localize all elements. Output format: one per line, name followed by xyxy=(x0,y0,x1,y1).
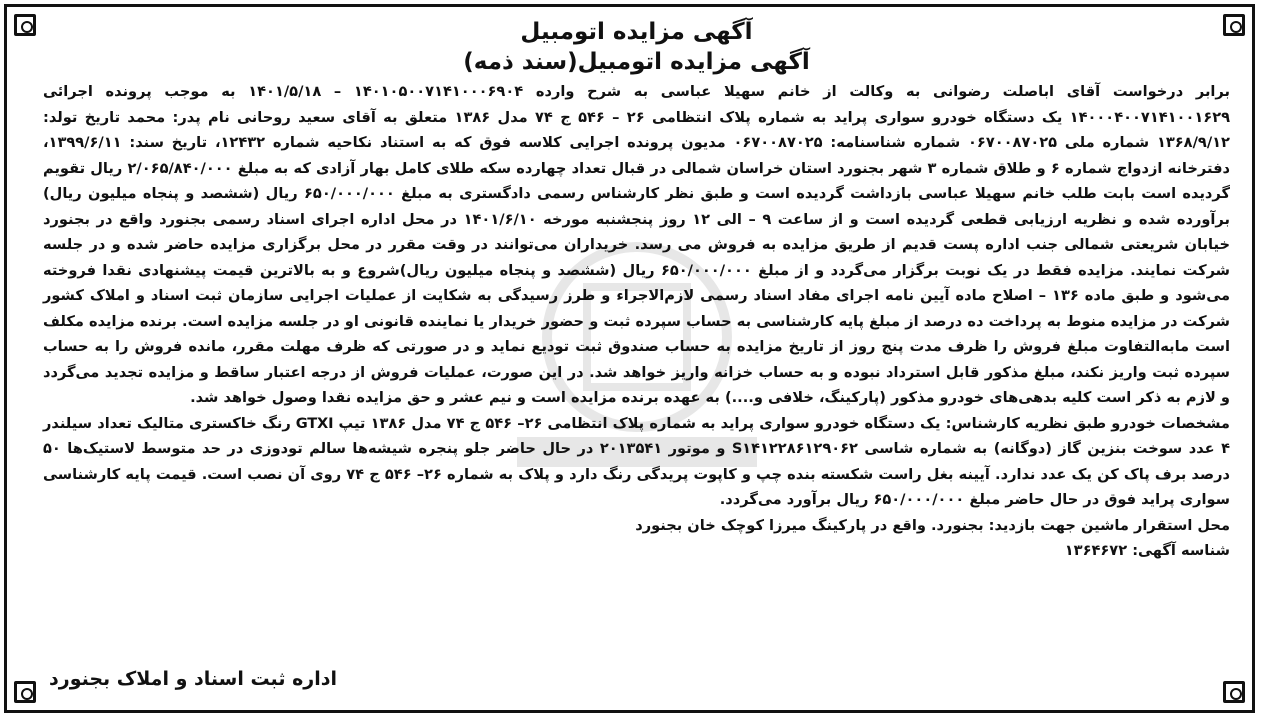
notice-title: آگهی مزایده اتومبیل xyxy=(520,19,753,45)
vehicle-specs-paragraph: مشخصات خودرو طبق نظریه کارشناس: یک دستگاه خودرو سواری پراید به شماره پلاک انتظامی ۲۶– ۵۴۶ ج ۷۴ مدل ۱۳۸۶ تیپ GTXI رنگ خاکستری متالیک تعداد سیلندر ۴ عدد سوخت بنزین گاز (دوگانه) به شماره شاسی S۱۴۱۲۲۸۶۱۲۹۰۶۲ و موتور ۲۰۱۳۵۴۱ در حال حاضر جلو پنجره شیشه‌ها سالم تودوزی در حد متوسط لاستیک‌ها ۵۰ درصد برف پاک کن یک عدد ندارد. آیینه بغل راست شکسته بنده چپ و کاپوت پریدگی رنگ دارد و پلاک به شماره ۲۶– ۵۴۶ ج ۷۴ روی آن نصب است. قیمت پایه کارشناسی سواری پراید فوق در حال حاضر مبلغ ۶۵۰/۰۰۰/۰۰۰ ریال برآورد می‌گردد. xyxy=(43,414,1231,508)
notice-body xyxy=(43,79,1230,564)
notice-id: شناسه آگهی: ۱۳۶۴۶۷۲ xyxy=(1064,542,1230,559)
corner-ornament-icon xyxy=(14,14,36,36)
auction-details-paragraph: برابر درخواست آقای اباصلت رضوانی به وکالت از خانم سهیلا عباسی به شرح وارده ۱۴۰۱۰۵۰۰۷۱۴۱۰۰۰۶۹۰۴ – ۱۴۰۱/۵/۱۸ به موجب پرونده اجرائی ۱۴۰۰۰۴۰۰۷۱۴۱۰۰۱۶۲۹ یک دستگاه خودرو سواری پراید به شماره پلاک انتظامی ۲۶ – ۵۴۶ ج ۷۴ مدل ۱۳۸۶ متعلق به آقای سعید روحانی نام پدر: محمد تاریخ تولد: ۱۳۶۸/۹/۱۲ شماره ملی ۰۶۷۰۰۸۷۰۲۵ شماره شناسنامه: ۰۶۷۰۰۸۷۰۲۵ مدیون پرونده اجرایی کلاسه فوق که به استناد نکاحیه شماره ۱۲۴۳۲، تاریخ سند: ۱۳۹۹/۶/۱۱، دفترخانه ازدواج شماره ۶ و طلاق شماره ۳ شهر بجنورد استان خراسان شمالی در قبال تعداد چهارده سکه طلای کامل بهار آزادی که به مبلغ ۲/۰۶۵/۸۴۰/۰۰۰ ریال تقویم گردیده است بابت طلب خانم سهیلا عباسی بازداشت گردیده است و طبق نظر کارشناس رسمی دادگستری به مبلغ ۶۵۰/۰۰۰/۰۰۰ ریال (ششصد و پنجاه میلیون ریال) برآورده شده و نظریه ارزیابی قطعی گردیده است و از ساعت ۹ – الی ۱۲ روز پنجشنبه مورخه ۱۴۰۱/۶/۱۰ در محل اداره اجرای اسناد رسمی بجنورد واقع در بجنورد خیابان شریعتی شمالی جنب اداره پست قدیم از طریق مزایده به فروش می رسد. خریداران می‌توانند در وقت مقرر در محل برگزاری مزایده حاضر شده و در جلسه شرکت نمایند. مزایده فقط در یک نوبت برگزار می‌گردد و از مبلغ ۶۵۰/۰۰۰/۰۰۰ ریال (ششصد و پنجاه میلیون ریال)شروع و به بالاترین قیمت پیشنهادی نقدا فروخته می‌شود و طبق ماده ۱۳۶ – اصلاح ماده آیین نامه اجرای مفاد اسناد رسمی لازم‌الاجراء و طرز رسیدگی به شکایت از عملیات اجرایی سازمان ثبت اسناد و املاک کشور شرکت در مزایده منوط به پرداخت ده درصد از مبلغ پایه کارشناسی به حساب سپرده ثبت و حضور خریدار یا نماینده قانونی او در جلسه مزایده است. برنده مزایده مکلف است مابه‌التفاوت مبلغ فروش را ظرف مدت پنج روز از تاریخ مزایده به حساب صندوق ثبت تودیع نماید و در صورتی که ظرف مهلت مقرر، مانده فروش را به حساب سپرده ثبت واریز نکند، مبلغ مذکور قابل استرداد نبوده و به حساب خزانه واریز خواهد شد. در این صورت، عملیات فروش از درجه اعتبار ساقط و مزایده تجدید می‌گردد و لازم به ذکر است کلیه بدهی‌های خودرو مذکور (پارکینگ، خلافی و....) به عهده برنده مزایده است و نیم عشر و حق مزایده نقدا وصول خواهد شد. xyxy=(43,83,1231,406)
notice-footer xyxy=(43,664,1230,694)
notice-subtitle: آگهی مزایده اتومبیل(سند ذمه) xyxy=(463,49,810,75)
vehicle-location: محل استقرار ماشین جهت بازدید: بجنورد. واقع در پارکینگ میرزا کوچک خان بجنورد xyxy=(635,516,1230,534)
issuer-signature: اداره ثبت اسناد و املاک بجنورد xyxy=(49,668,337,690)
notice-content xyxy=(43,17,1230,702)
notice-frame xyxy=(4,4,1255,713)
corner-ornament-icon xyxy=(14,681,36,703)
